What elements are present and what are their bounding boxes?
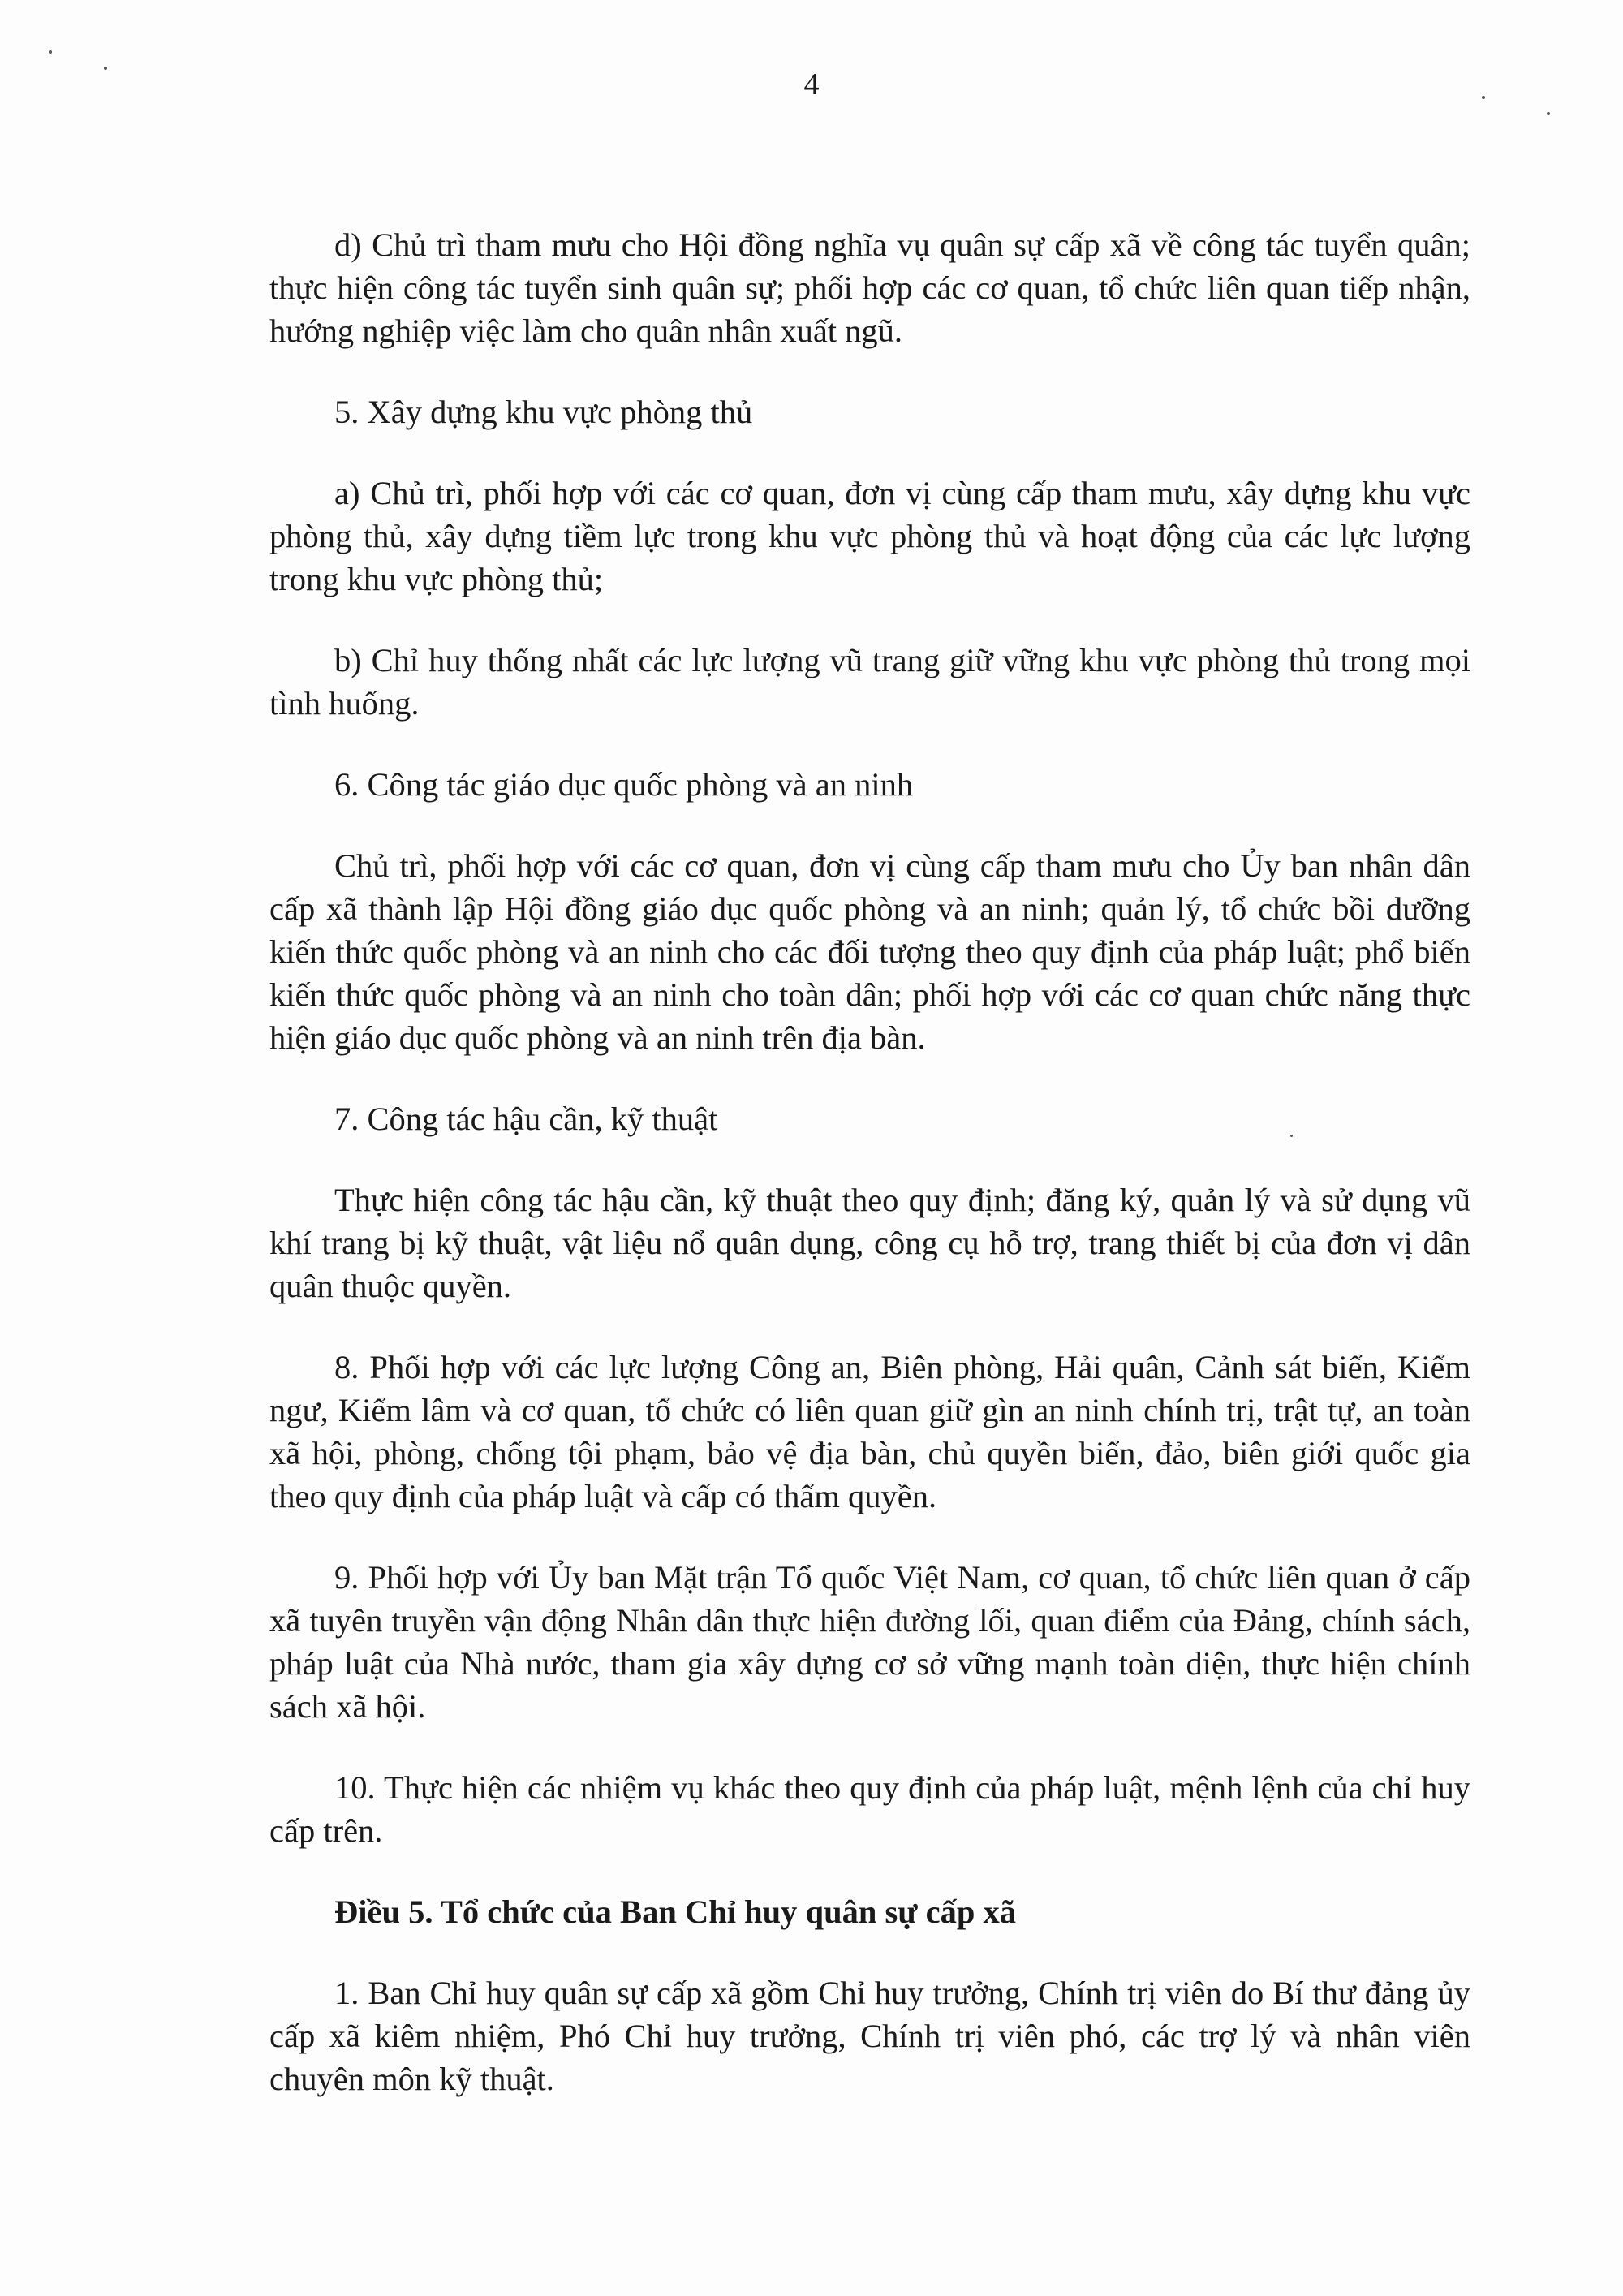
- paragraph-10: 10. Thực hiện các nhiệm vụ khác theo quy định của pháp luật, mệnh lệnh của chỉ huy cấp trên.: [269, 1769, 1470, 1849]
- section-6-title: 6. Công tác giáo dục quốc phòng và an ninh: [334, 766, 914, 803]
- section-5-title: 5. Xây dựng khu vực phòng thủ: [334, 394, 753, 430]
- paragraph-6-body: Chủ trì, phối hợp với các cơ quan, đơn vị cùng cấp tham mưu cho Ủy ban nhân dân cấp xã thành lập Hội đồng giáo dục quốc phòng và an ninh; quản lý, tổ chức bồi dưỡng kiến thức quốc phòng và an ninh cho các đối tượng theo quy định của pháp luật; phổ biến kiến thức quốc phòng và an ninh cho toàn dân; phối hợp với các cơ quan chức năng thực hiện giáo dục quốc phòng và an ninh trên địa bàn.: [269, 847, 1470, 1056]
- scan-speck: [1482, 96, 1485, 99]
- paragraph-9: 9. Phối hợp với Ủy ban Mặt trận Tổ quốc Việt Nam, cơ quan, tổ chức liên quan ở cấp xã tuyên truyền vận động Nhân dân thực hiện đường lối, quan điểm của Đảng, chính sách, pháp luật của Nhà nước, tham gia xây dựng cơ sở vững mạnh toàn diện, thực hiện chính sách xã hội.: [269, 1559, 1470, 1725]
- article-5-heading: Điều 5. Tổ chức của Ban Chỉ huy quân sự cấp xã: [334, 1893, 1017, 1930]
- paragraph-5a: a) Chủ trì, phối hợp với các cơ quan, đơn vị cùng cấp tham mưu, xây dựng khu vực phòng thủ, xây dựng tiềm lực trong khu vực phòng thủ và hoạt động của các lực lượng trong khu vực phòng thủ;: [269, 475, 1470, 597]
- scan-speck: [1547, 112, 1550, 115]
- article-5-clause-1: 1. Ban Chỉ huy quân sự cấp xã gồm Chỉ huy trưởng, Chính trị viên do Bí thư đảng ủy cấp xã kiêm nhiệm, Phó Chỉ huy trưởng, Chính trị viên phó, các trợ lý và nhân viên chuyên môn kỹ thuật.: [269, 1975, 1470, 2097]
- scan-speck: [49, 50, 52, 54]
- paragraph-4d-text: d) Chủ trì tham mưu cho Hội đồng nghĩa vụ quân sự cấp xã về công tác tuyển quân; thực hiện công tác tuyển sinh quân sự; phối hợp các cơ quan, tổ chức liên quan tiếp nhận, hướng nghiệp việc làm cho quân nhân xuất ngũ.: [269, 226, 1470, 349]
- scan-speck: [1290, 1135, 1293, 1137]
- paragraph-4d: [269, 180, 1470, 352]
- paragraph-8: 8. Phối hợp với các lực lượng Công an, Biên phòng, Hải quân, Cảnh sát biển, Kiểm ngư, Kiểm lâm và cơ quan, tổ chức có liên quan giữ gìn an ninh chính trị, trật tự, an toàn xã hội, phòng, chống tội phạm, bảo vệ địa bàn, chủ quyền biển, đảo, biên giới quốc gia theo quy định của pháp luật và cấp có thẩm quyền.: [269, 1349, 1470, 1514]
- document-body: [269, 180, 1470, 2139]
- page-number: 4: [803, 67, 820, 101]
- section-7-title: 7. Công tác hậu cần, kỹ thuật: [334, 1101, 718, 1137]
- scan-speck: [104, 67, 107, 70]
- paragraph-7-body: Thực hiện công tác hậu cần, kỹ thuật theo quy định; đăng ký, quản lý và sử dụng vũ khí trang bị kỹ thuật, vật liệu nổ quân dụng, công cụ hỗ trợ, trang thiết bị của đơn vị dân quân thuộc quyền.: [269, 1182, 1470, 1304]
- paragraph-5b: b) Chỉ huy thống nhất các lực lượng vũ trang giữ vững khu vực phòng thủ trong mọi tình huống.: [269, 642, 1470, 722]
